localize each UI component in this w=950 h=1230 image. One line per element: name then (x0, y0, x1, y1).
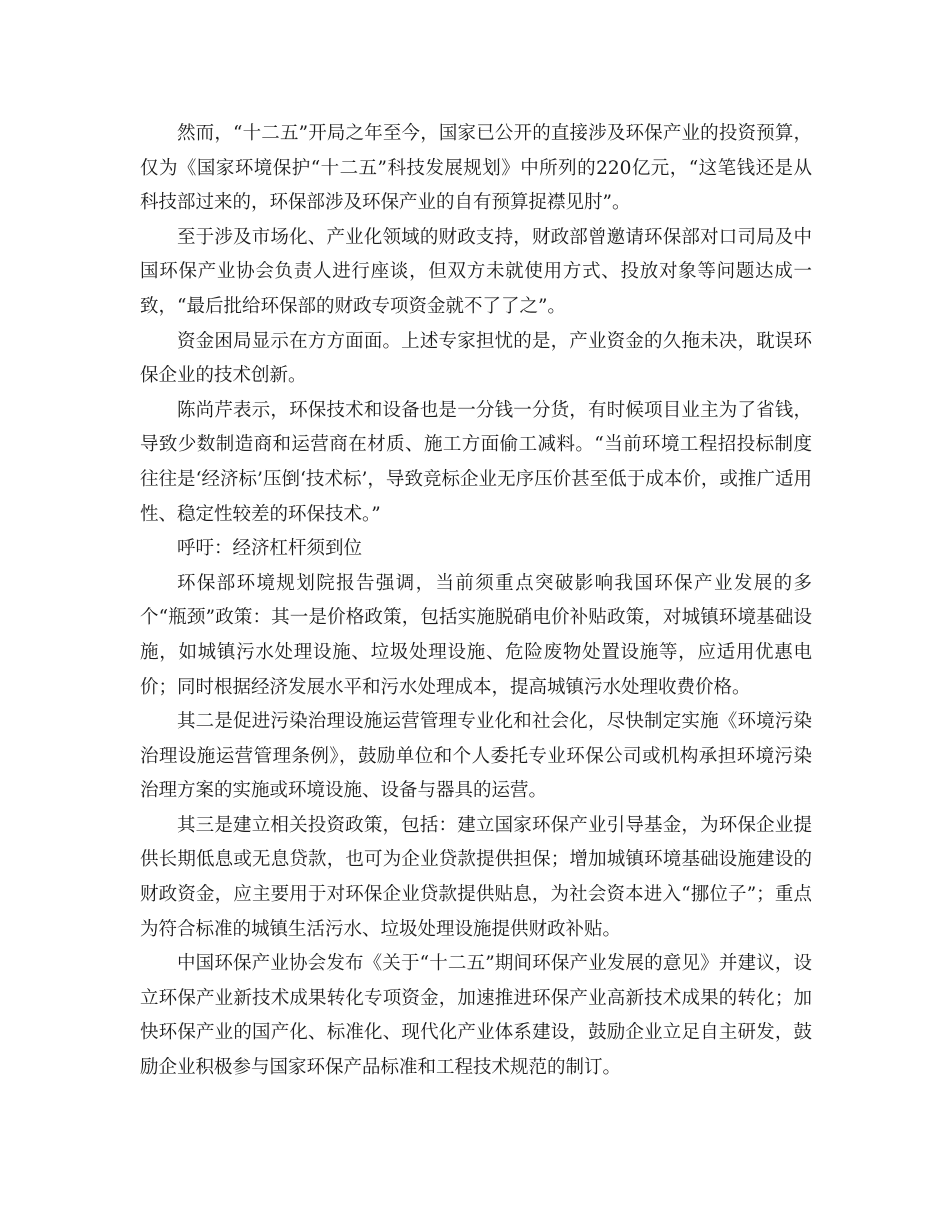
paragraph-investment-policy: 其三是建立相关投资政策，包括：建立国家环保产业引导基金，为环保企业提供长期低息或无息贷款，也可为企业贷款提供担保；增加城镇环境基础设施建设的财政资金，应主要用于对环保企业贷款提供贴息，为社会资本进入“挪位子”；重点为符合标准的城镇生活污水、垃圾处理设施提供财政补贴。 (140, 814, 812, 940)
paragraph-operation-management: 其二是促进污染治理设施运营管理专业化和社会化，尽快制定实施《环境污染治理设施运营管理条例》，鼓励单位和个人委托专业环保公司或机构承担环境污染治理方案的实施或环境设施、设备与器具的运营。 (140, 711, 812, 802)
paragraph-association-suggestion: 中国环保产业协会发布《关于“十二五”期间环保产业发展的意见》并建议，设立环保产业新技术成果转化专项资金，加速推进环保产业高新技术成果的转化；加快环保产业的国产化、标准化、现代化产业体系建设，鼓励企业立足自主研发，鼓励企业积极参与国家环保产品标准和工程技术规范的制订。 (140, 953, 812, 1079)
paragraph-chen-statement: 陈尚芹表示，环保技术和设备也是一分钱一分货，有时候项目业主为了省钱，导致少数制造商和运营商在材质、施工方面偷工减料。“当前环境工程招投标制度往往是‘经济标’压倒‘技术标’，导致竞标企业无序压价甚至低于成本价，或推广适用性、稳定性较差的环保技术。” (140, 399, 812, 525)
document-body (140, 117, 812, 1086)
section-heading-appeal: 呼吁：经济杠杆须到位 (177, 538, 363, 560)
paragraph-price-policy: 环保部环境规划院报告强调，当前须重点突破影响我国环保产业发展的多个“瓶颈”政策：其一是价格政策，包括实施脱硝电价补贴政策，对城镇环境基础设施，如城镇污水处理设施、垃圾处理设施、危险废物处置设施等，应适用优惠电价；同时根据经济发展水平和污水处理成本，提高城镇污水处理收费价格。 (140, 572, 812, 698)
paragraph-fiscal-support: 至于涉及市场化、产业化领域的财政支持，财政部曾邀请环保部对口司局及中国环保产业协会负责人进行座谈，但双方未就使用方式、投放对象等问题达成一致，“最后批给环保部的财政专项资金就不了了之”。 (140, 226, 812, 317)
paragraph-funding-dilemma: 资金困局显示在方方面面。上述专家担忧的是，产业资金的久拖未决，耽误环保企业的技术创新。 (140, 330, 812, 387)
paragraph-funding-budget: 然而，“十二五”开局之年至今，国家已公开的直接涉及环保产业的投资预算，仅为《国家环境保护“十二五”科技发展规划》中所列的220亿元，“这笔钱还是从科技部过来的，环保部涉及环保产业的自有预算捉襟见肘”。 (140, 123, 812, 214)
